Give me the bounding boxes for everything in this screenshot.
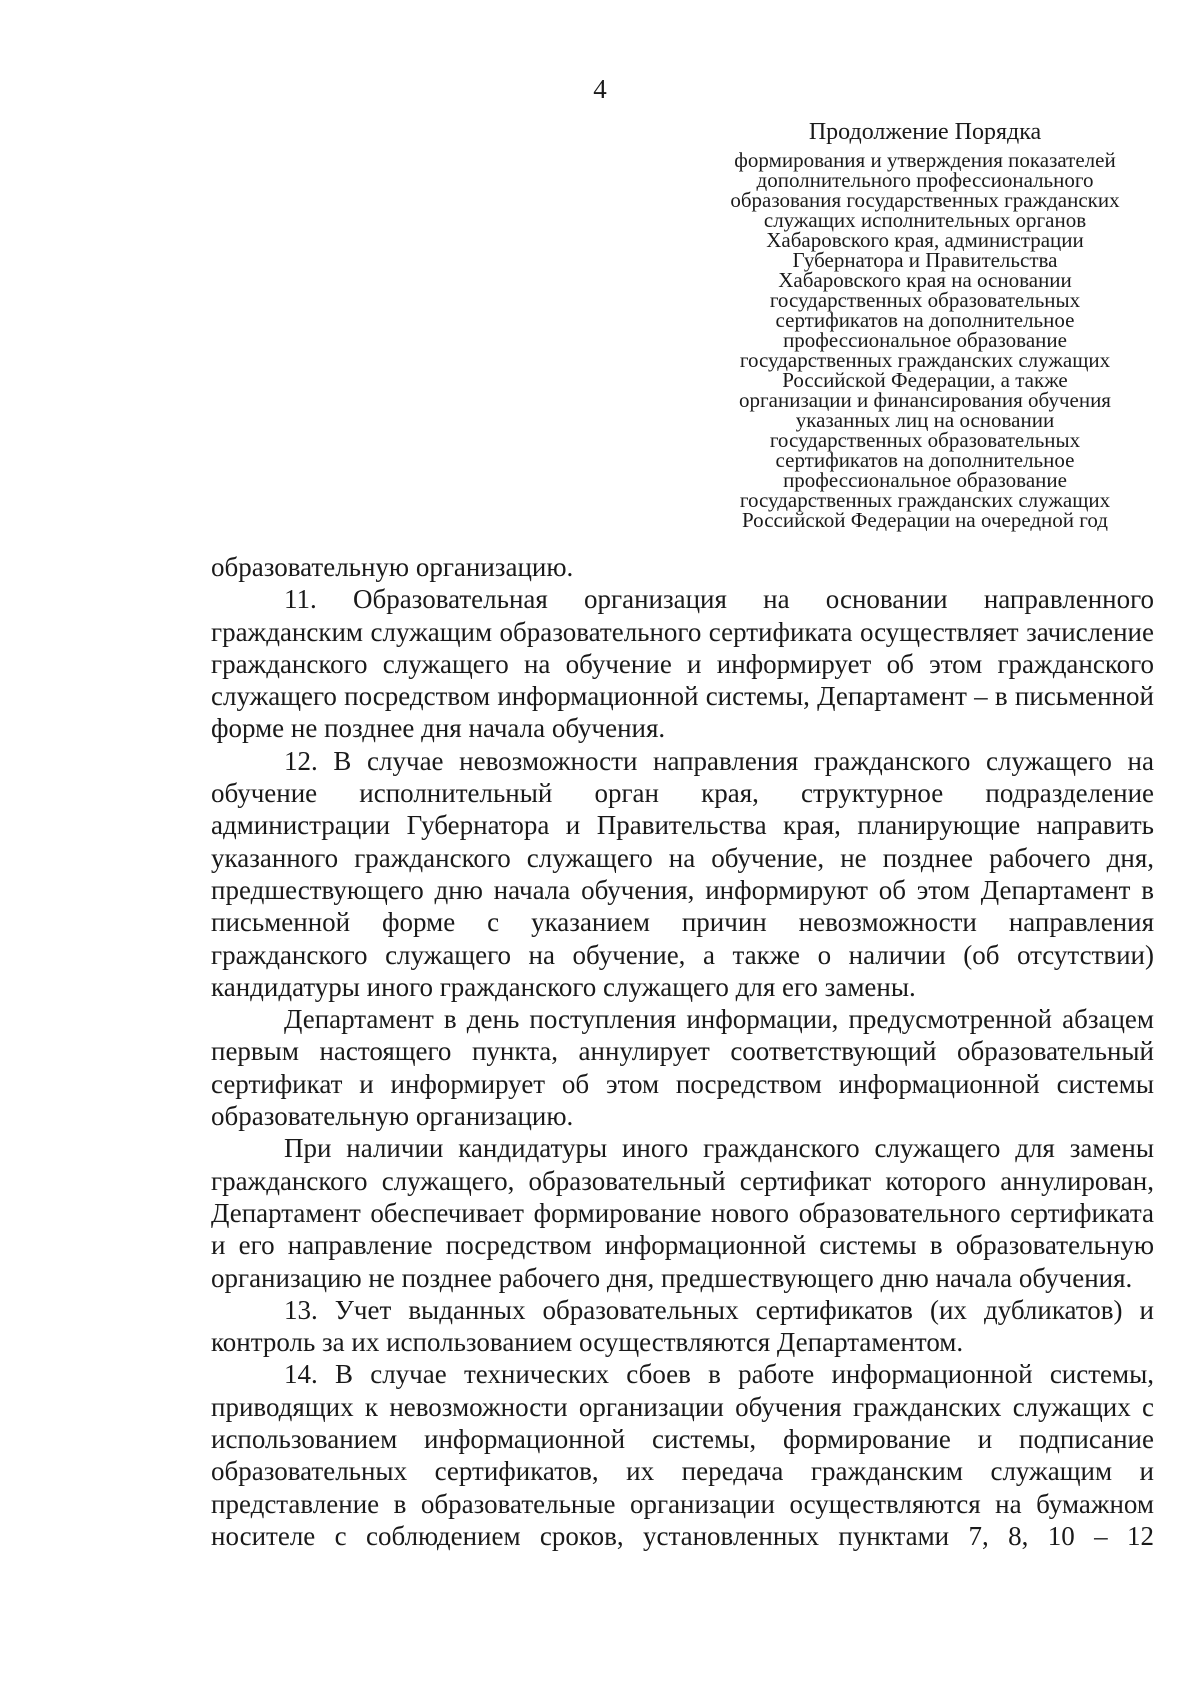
paragraph-continuation: образовательную организацию. (211, 552, 574, 582)
appendix-header-line: сертификатов на дополнительное (775, 308, 1075, 332)
appendix-header-line: Российской Федерации, а также (782, 368, 1068, 392)
appendix-header-line: служащих исполнительных органов (763, 208, 1087, 232)
appendix-header-line: Российской Федерации на очередной год (742, 508, 1108, 532)
appendix-header-line: организации и финансирования обучения (739, 388, 1111, 412)
document-body (211, 551, 1154, 1552)
paragraph-item-12: 12. В случае невозможности направления гражданского служащего на обучение исполнительный орган края, структурное подразделение администрации Губернатора и Правительства края, планирующие направить указанного гражданского служащего на обучение, не позднее рабочего дня, предшествующего дню начала обучения, информируют об этом Департамент в письменной форме с указанием причин невозможности направления гражданского служащего на обучение, а также о наличии (об отсутствии) кандидатуры иного гражданского служащего для его замены. (211, 745, 1154, 1002)
page-number: 4 (593, 74, 607, 104)
appendix-header (680, 118, 1170, 530)
paragraph-item-12-second: Департамент в день поступления информации, предусмотренной абзацем первым настоящего пункта, аннулирует соответствующий образовательный сертификат и информирует об этом посредством информационной системы образовательную организацию. (211, 1004, 1154, 1132)
appendix-header-line: указанных лиц на основании (795, 408, 1055, 432)
paragraph-item-13: 13. Учет выданных образовательных сертификатов (их дубликатов) и контроль за их использованием осуществляются Департаментом. (211, 1294, 1154, 1358)
appendix-header-line: государственных образовательных (769, 288, 1081, 312)
appendix-header-line: профессиональное образование (783, 328, 1067, 352)
appendix-header-title: Продолжение Порядка (808, 119, 1042, 145)
appendix-header-line: Хабаровского края на основании (778, 268, 1072, 292)
paragraph-item-12-third: При наличии кандидатуры иного гражданского служащего для замены гражданского служащего, образовательный сертификат которого аннулирован, Департамент обеспечивает формирование нового образовательного сертификата и его направление посредством информационной системы в образовательную организацию не позднее рабочего дня, предшествующего дню начала обучения. (211, 1133, 1154, 1293)
paragraph-item-14: 14. В случае технических сбоев в работе информационной системы, приводящих к невозможности организации обучения гражданских служащих с использованием информационной системы, формирование и подписание образовательных сертификатов, их передача гражданским служащим и представление в образовательные организации осуществляются на бумажном носителе с соблюдением сроков, установленных пунктами 7, 8, 10 – 12 (211, 1359, 1154, 1551)
appendix-header-line: профессиональное образование (783, 468, 1067, 492)
appendix-header-line: дополнительного профессионального (756, 168, 1094, 192)
appendix-header-line: сертификатов на дополнительное (775, 448, 1075, 472)
appendix-header-line: государственных гражданских служащих (739, 488, 1111, 512)
paragraph-item-11: 11. Образовательная организация на основании направленного гражданским служащим образовательного сертификата осуществляет зачисление гражданского служащего на обучение и информирует об этом гражданского служащего посредством информационной системы, Департамент – в письменной форме не позднее дня начала обучения. (211, 584, 1154, 744)
appendix-header-line: Губернатора и Правительства (792, 248, 1058, 272)
appendix-header-line: образования государственных гражданских (730, 188, 1120, 212)
appendix-header-line: формирования и утверждения показателей (734, 148, 1116, 172)
appendix-header-line: государственных гражданских служащих (739, 348, 1111, 372)
appendix-header-line: Хабаровского края, администрации (766, 228, 1084, 252)
appendix-header-line: государственных образовательных (769, 428, 1081, 452)
